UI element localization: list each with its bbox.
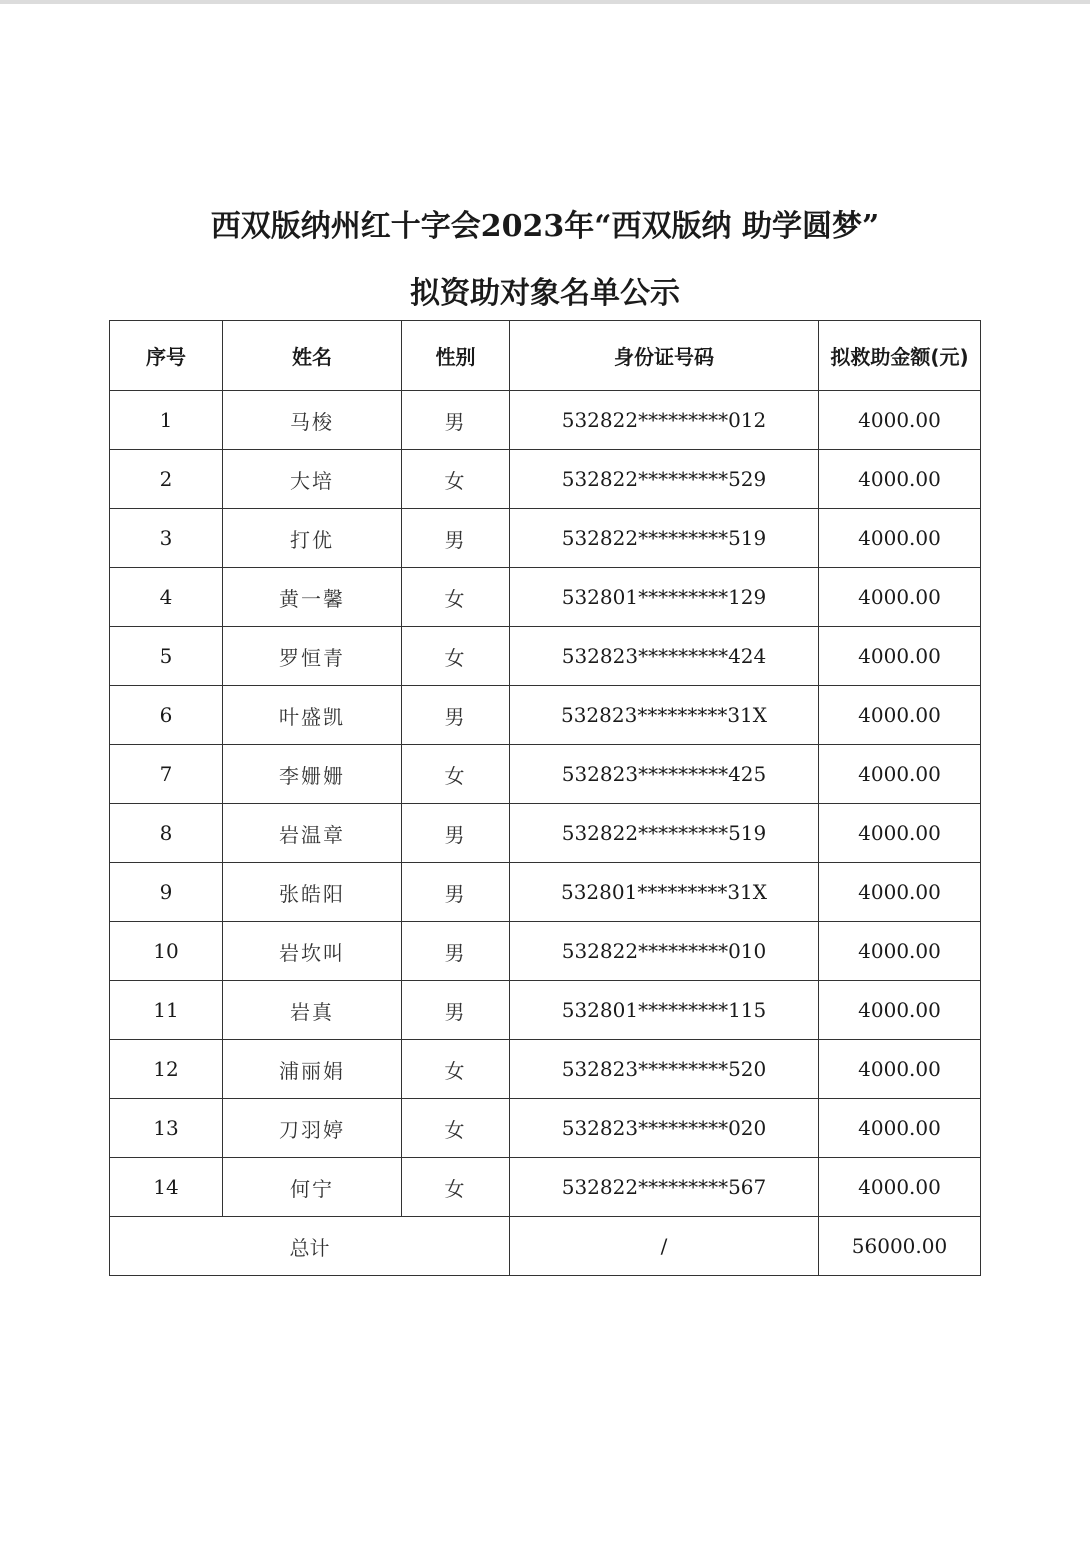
row-amount: 4000.00	[819, 686, 981, 745]
row-gender: 男	[402, 509, 510, 568]
table-row	[110, 1040, 981, 1099]
row-id-number: 532801*********115	[510, 981, 819, 1040]
row-amount: 4000.00	[819, 1158, 981, 1217]
table-row	[110, 1158, 981, 1217]
row-gender: 男	[402, 686, 510, 745]
total-amount: 56000.00	[819, 1217, 981, 1276]
row-no: 4	[110, 568, 223, 627]
row-id-number: 532822*********519	[510, 509, 819, 568]
page-top-edge	[0, 0, 1090, 4]
row-id-number: 532801*********31X	[510, 863, 819, 922]
row-amount: 4000.00	[819, 391, 981, 450]
total-id: /	[510, 1217, 819, 1276]
row-no: 3	[110, 509, 223, 568]
row-gender: 女	[402, 1158, 510, 1217]
row-gender: 男	[402, 922, 510, 981]
row-amount: 4000.00	[819, 745, 981, 804]
row-id-number: 532823*********424	[510, 627, 819, 686]
row-amount: 4000.00	[819, 1099, 981, 1158]
document-title: 西双版纳州红十字会2023年“西双版纳 助学圆梦”	[210, 209, 880, 244]
row-id-number: 532822*********012	[510, 391, 819, 450]
table-row	[110, 627, 981, 686]
row-gender: 女	[402, 1040, 510, 1099]
table-row	[110, 509, 981, 568]
row-no: 2	[110, 450, 223, 509]
row-gender: 女	[402, 568, 510, 627]
row-gender: 女	[402, 627, 510, 686]
row-id-number: 532823*********020	[510, 1099, 819, 1158]
row-name: 岩坎叫	[223, 922, 402, 981]
table-row	[110, 686, 981, 745]
row-id-number: 532822*********567	[510, 1158, 819, 1217]
total-row	[110, 1217, 981, 1276]
row-amount: 4000.00	[819, 509, 981, 568]
table-row	[110, 804, 981, 863]
row-name: 黄一馨	[223, 568, 402, 627]
row-no: 8	[110, 804, 223, 863]
row-name: 刀羽婷	[223, 1099, 402, 1158]
table-row	[110, 863, 981, 922]
row-id-number: 532823*********31X	[510, 686, 819, 745]
row-amount: 4000.00	[819, 627, 981, 686]
table-row	[110, 1099, 981, 1158]
row-amount: 4000.00	[819, 1040, 981, 1099]
row-name: 叶盛凯	[223, 686, 402, 745]
row-no: 10	[110, 922, 223, 981]
row-name: 岩真	[223, 981, 402, 1040]
header-no: 序号	[110, 321, 223, 391]
row-no: 7	[110, 745, 223, 804]
row-amount: 4000.00	[819, 450, 981, 509]
row-id-number: 532823*********425	[510, 745, 819, 804]
row-id-number: 532822*********529	[510, 450, 819, 509]
row-amount: 4000.00	[819, 981, 981, 1040]
total-label: 总计	[110, 1217, 510, 1276]
table-body	[110, 391, 981, 1217]
row-name: 罗恒青	[223, 627, 402, 686]
row-id-number: 532822*********010	[510, 922, 819, 981]
row-no: 6	[110, 686, 223, 745]
row-id-number: 532823*********520	[510, 1040, 819, 1099]
row-gender: 男	[402, 981, 510, 1040]
row-id-number: 532822*********519	[510, 804, 819, 863]
row-amount: 4000.00	[819, 568, 981, 627]
header-name: 姓名	[223, 321, 402, 391]
table-row	[110, 391, 981, 450]
row-gender: 女	[402, 745, 510, 804]
row-name: 张皓阳	[223, 863, 402, 922]
row-gender: 女	[402, 1099, 510, 1158]
row-name: 马梭	[223, 391, 402, 450]
row-name: 岩温章	[223, 804, 402, 863]
row-no: 9	[110, 863, 223, 922]
row-name: 打优	[223, 509, 402, 568]
row-name: 大培	[223, 450, 402, 509]
row-gender: 女	[402, 450, 510, 509]
row-name: 浦丽娟	[223, 1040, 402, 1099]
row-no: 1	[110, 391, 223, 450]
document-subtitle: 拟资助对象名单公示	[410, 276, 680, 311]
table-row	[110, 450, 981, 509]
table-row	[110, 568, 981, 627]
row-amount: 4000.00	[819, 863, 981, 922]
header-amount: 拟救助金额(元)	[819, 321, 981, 391]
row-no: 11	[110, 981, 223, 1040]
table-row	[110, 922, 981, 981]
header-id-number: 身份证号码	[510, 321, 819, 391]
row-name: 何宁	[223, 1158, 402, 1217]
row-no: 13	[110, 1099, 223, 1158]
row-gender: 男	[402, 391, 510, 450]
row-gender: 男	[402, 804, 510, 863]
row-no: 5	[110, 627, 223, 686]
row-gender: 男	[402, 863, 510, 922]
row-amount: 4000.00	[819, 804, 981, 863]
table-row	[110, 745, 981, 804]
row-no: 14	[110, 1158, 223, 1217]
table-row	[110, 981, 981, 1040]
header-gender: 性别	[402, 321, 510, 391]
row-name: 李姗姗	[223, 745, 402, 804]
table-header-row	[110, 321, 981, 391]
row-id-number: 532801*********129	[510, 568, 819, 627]
recipient-table	[109, 320, 981, 1276]
row-no: 12	[110, 1040, 223, 1099]
row-amount: 4000.00	[819, 922, 981, 981]
